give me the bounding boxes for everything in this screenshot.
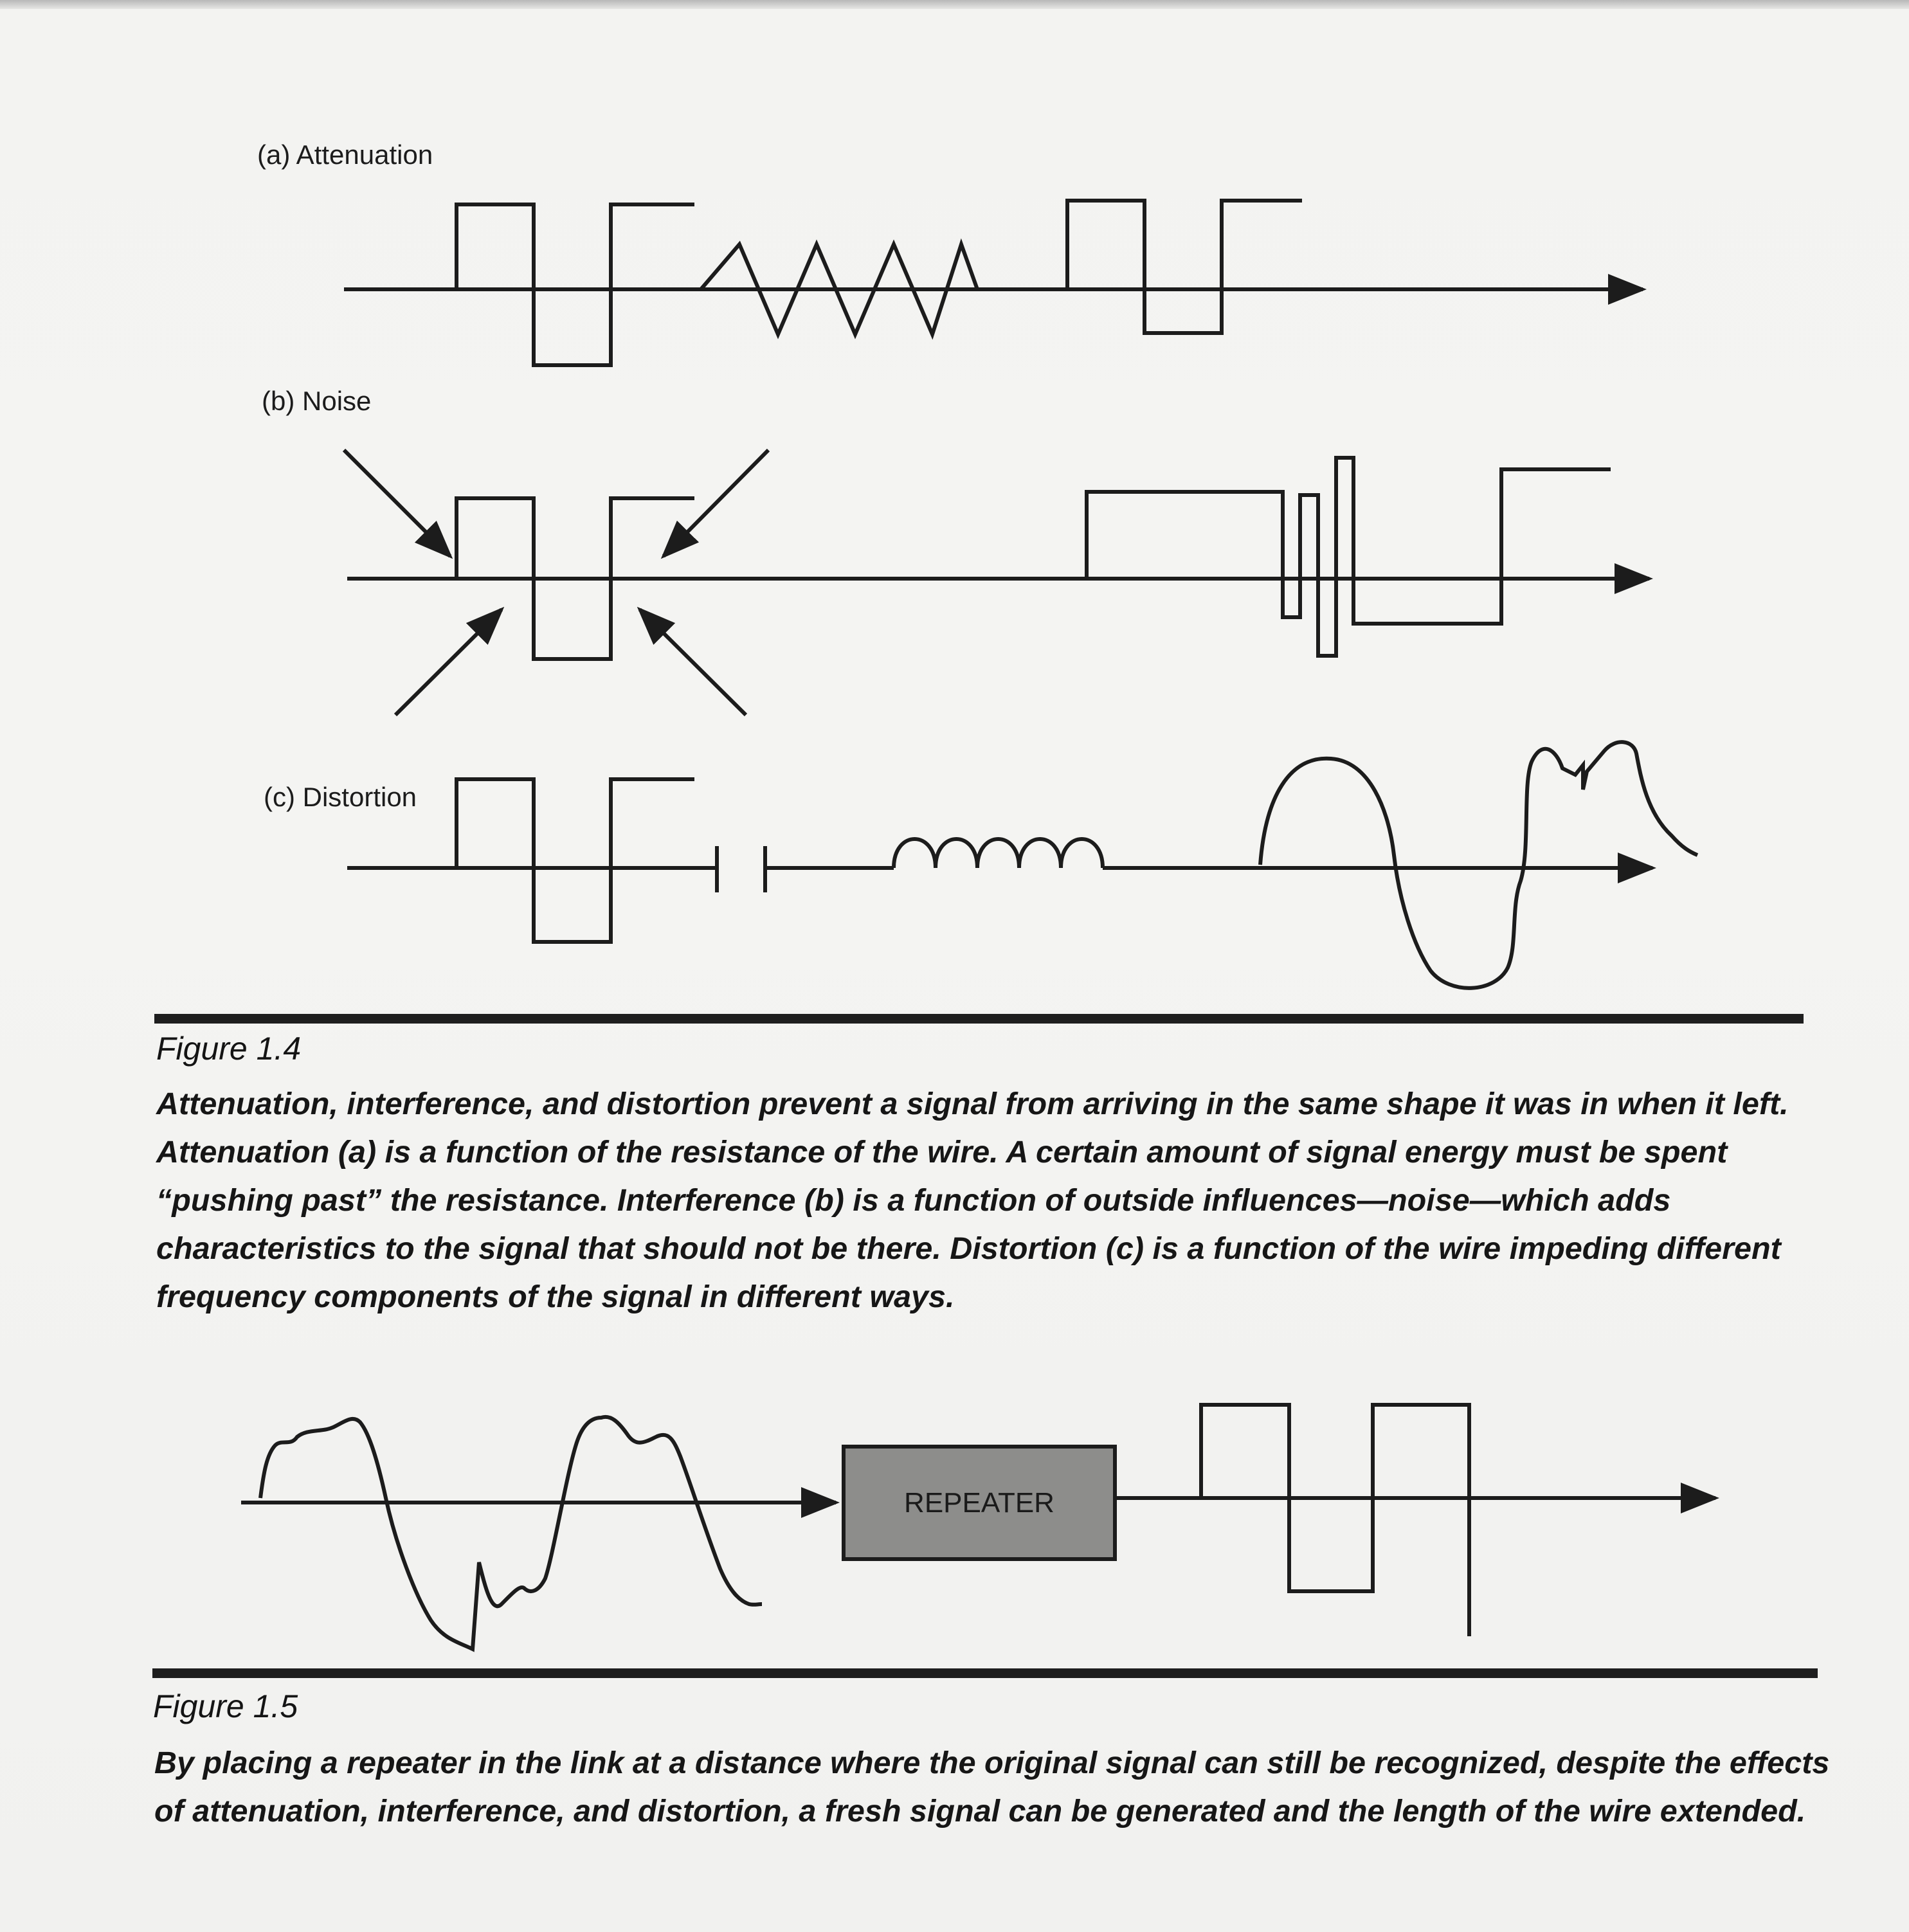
fig15-degraded-signal — [260, 1417, 762, 1649]
fig14-label: Figure 1.4 — [156, 1031, 302, 1067]
noise-arrow-lower-left — [395, 609, 502, 715]
fig15-label: Figure 1.5 — [153, 1688, 298, 1724]
panel-a-attenuated-signal — [1054, 201, 1302, 333]
fig15-regenerated-signal — [1115, 1405, 1469, 1636]
panel-a-input-signal — [344, 204, 694, 365]
panel-a-label: (a) Attenuation — [257, 140, 433, 170]
fig14-rule — [154, 1014, 1804, 1024]
repeater-label: REPEATER — [904, 1487, 1054, 1519]
noise-arrow-upper-right — [664, 450, 768, 556]
panel-c-label: (c) Distortion — [264, 782, 417, 812]
panel-b-label: (b) Noise — [262, 386, 372, 416]
panel-c-distorted-signal — [1260, 742, 1697, 988]
panel-b-noisy-signal — [1087, 458, 1611, 656]
noise-arrow-lower-right — [640, 609, 746, 715]
fig15-caption: By placing a repeater in the link at a distance where the original signal can still be recognized, despite the effects of attenuation, interference, and distortion, a fresh signal can be generated and the length of the wire extended. — [154, 1746, 1830, 1828]
fig15-rule — [152, 1668, 1818, 1678]
inductor-symbol — [894, 839, 1103, 868]
fig14-caption: Attenuation, interference, and distortion prevent a signal from arriving in the same shape it was in when it left. Attenuation (a) is a function of the resistance of the wire. A certain amount of signal energy must be spent “pushing past” the resistance. Interference (b) is a function of outside influences—noise—which adds characteristics to the signal that should not be there. Distortion (c) is a function of the wire impeding different frequency components of the signal in different ways. — [156, 1087, 1789, 1314]
noise-arrow-upper-left — [344, 450, 450, 556]
